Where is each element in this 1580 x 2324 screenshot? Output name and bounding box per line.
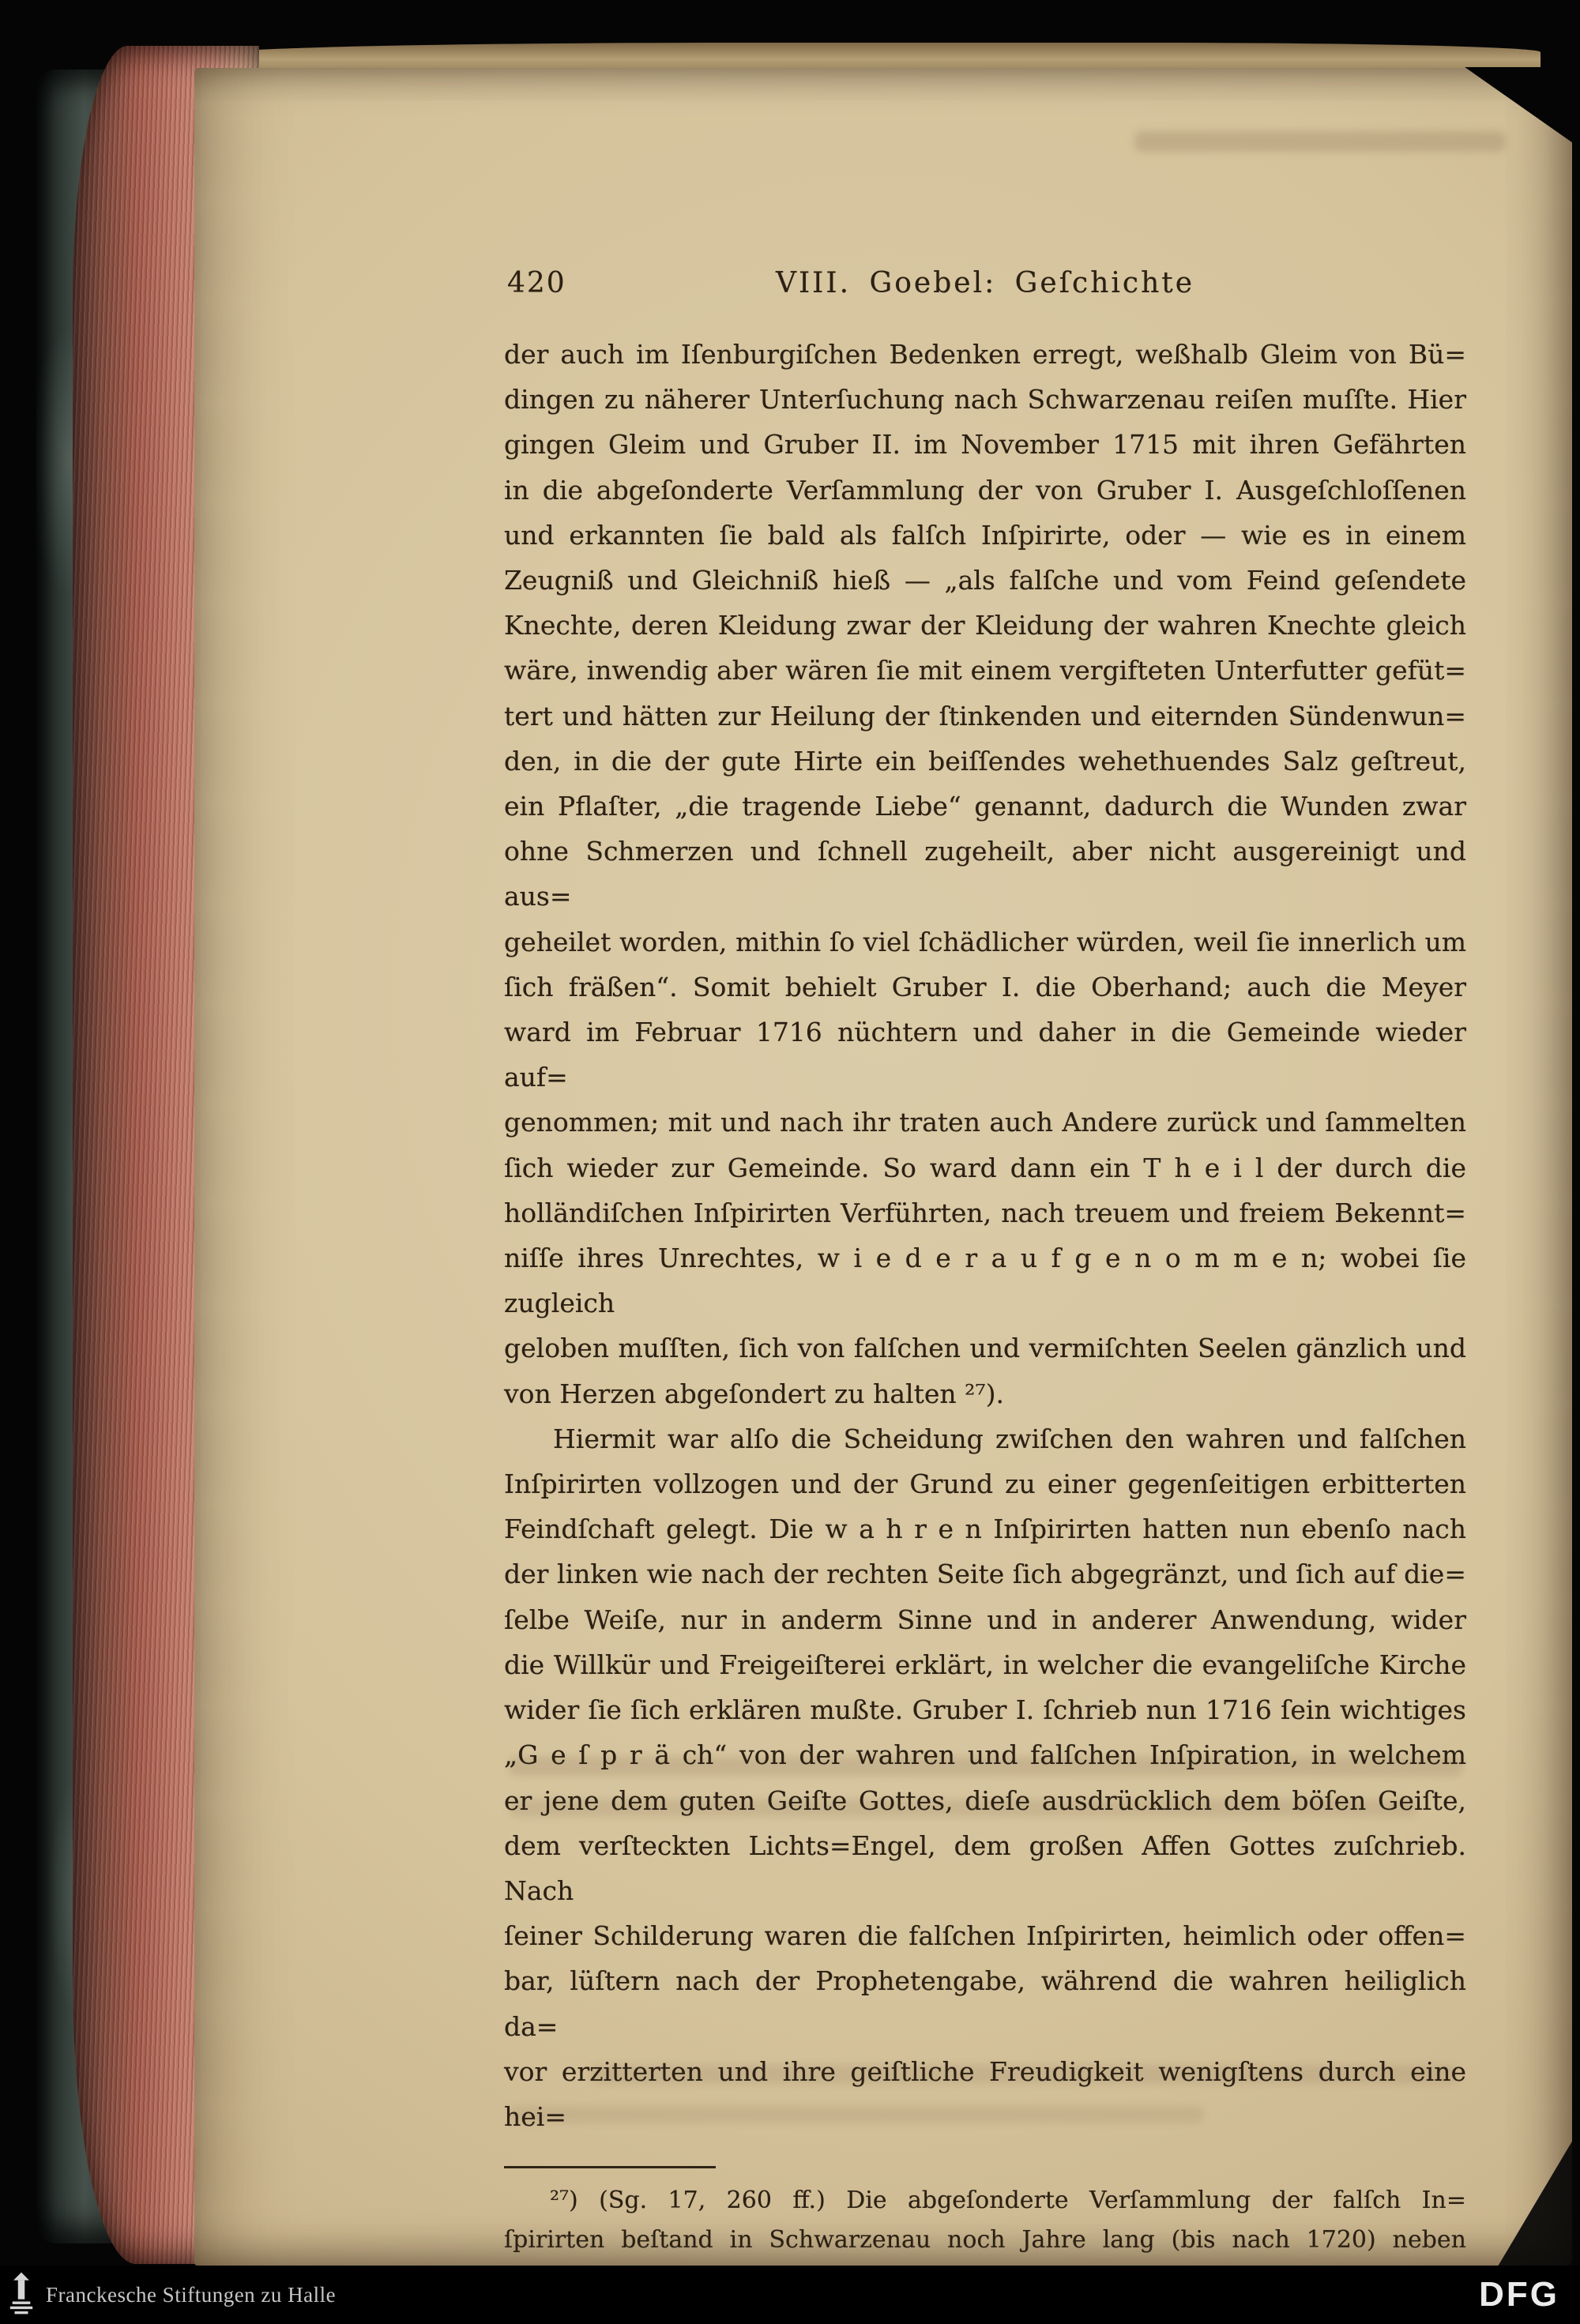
text-line: ein Pflaſter, „die tragende Liebe“ genannt, dadurch die Wunden zwar [504, 791, 1466, 822]
text-line: bar, lüſtern nach der Prophetengabe, während die wahren heiliglich da= [504, 1965, 1466, 2042]
dfg-logo: DFG [1479, 2275, 1559, 2314]
text-line: der auch im Iſenburgiſchen Bedenken erregt, weßhalb Gleim von Bü= [504, 339, 1466, 370]
franckesche-stiftungen-logo-icon [8, 2272, 35, 2318]
text-line: der linken wie nach der rechten Seite ſich abgegränzt, und ſich auf die= [504, 1559, 1466, 1590]
text-line: die Willkür und Freigeiſterei erklärt, in welcher die evangeliſche Kirche [504, 1649, 1466, 1680]
viewer-footer [0, 2266, 1580, 2324]
bleed-through-mark [1134, 131, 1506, 152]
text-block [504, 265, 1466, 2324]
text-line: holländiſchen Inſpirirten Verführten, nach treuem und freiem Bekennt= [504, 1197, 1466, 1228]
text-line: Inſpirirten vollzogen und der Grund zu einer gegenſeitigen erbitterten [504, 1468, 1466, 1500]
page-corner-shadow-bottom-right [1498, 2140, 1573, 2266]
text-line: von Herzen abgeſondert zu halten ²⁷). [504, 1378, 1004, 1409]
running-header: VIII. Goebel: Geſchichte [775, 267, 1195, 299]
text-line: und erkannten ſie bald als falſch Inſpirirte, oder — wie es in einem [504, 519, 1466, 551]
footnote-rule [504, 2166, 716, 2168]
text-line: wider ſie ſich erklären mußte. Gruber I. ſchrieb nun 1716 ſein wichtiges [504, 1694, 1466, 1726]
text-line: wäre, inwendig aber wären ſie mit einem vergifteten Unterfutter gefüt= [504, 655, 1466, 686]
text-line: ſpirirten beſtand in Schwarzenau noch Jahre lang (bis nach 1720) neben [504, 2226, 1466, 2254]
text-line: vor erzitterten und ihre geiſtliche Freudigkeit wenigſtens durch eine hei= [504, 2055, 1466, 2132]
text-line: ward im Februar 1716 nüchtern und daher in die Gemeinde wieder auf= [504, 1017, 1466, 1093]
institution-name: Franckesche Stiftungen zu Halle [46, 2282, 337, 2307]
page-number: 420 [507, 267, 566, 299]
book-page [194, 68, 1572, 2266]
text-line: ſelbe Weiſe, nur in anderm Sinne und in anderer Anwendung, wider [504, 1604, 1466, 1635]
page-header [504, 265, 1466, 306]
text-line: er jene dem guten Geiſte Gottes, dieſe ausdrücklich dem böſen Geiſte, [504, 1784, 1466, 1816]
text-line: „G e ſ p r ä ch“ von der wahren und falſchen Inſpiration, in welchem [504, 1739, 1466, 1771]
text-line: ²⁷) (Sg. 17, 260 ff.) Die abgeſonderte Verſammlung der falſch In= [550, 2187, 1466, 2215]
text-line: geheilet worden, mithin ſo viel ſchädlicher würden, weil ſie innerlich um [504, 926, 1466, 957]
text-line: ſeiner Schilderung waren die falſchen Inſpirirten, heimlich oder offen= [504, 1920, 1466, 1952]
text-line: Knechte, deren Kleidung zwar der Kleidung der wahren Knechte gleich [504, 610, 1466, 641]
paragraph-1 [504, 332, 1466, 1416]
text-line: dingen zu näherer Unterſuchung nach Schwarzenau reiſen muſſte. Hier [504, 384, 1466, 416]
text-line: ſich wieder zur Gemeinde. So ward dann ein T h e i l der durch die [504, 1152, 1466, 1183]
text-line: genommen; mit und nach ihr traten auch Andere zurück und ſammelten [504, 1107, 1466, 1138]
text-line: Zeugniß und Gleichniß hieß — „als falſche und vom Feind geſendete [504, 565, 1466, 596]
text-line: ohne Schmerzen und ſchnell zugeheilt, aber nicht ausgereinigt und aus= [504, 836, 1466, 912]
text-line: tert und hätten zur Heilung der ſtinkenden und eiternden Sündenwun= [504, 700, 1466, 731]
text-line: geloben muſſten, ſich von falſchen und vermiſchten Seelen gänzlich und [504, 1333, 1466, 1364]
text-line: niſſe ihres Unrechtes, w i e d e r a u f g e n o m m e n; wobei ſie zugleich [504, 1243, 1466, 1319]
text-line: den, in die der gute Hirte ein beiſſendes wehethuendes Salz geſtreut, [504, 745, 1466, 777]
text-line: in die abgeſonderte Verſammlung der von Gruber I. Ausgeſchloſſenen [504, 474, 1466, 506]
text-line: Hiermit war alſo die Scheidung zwiſchen den wahren und falſchen [553, 1423, 1466, 1454]
text-line: gingen Gleim und Gruber II. im November 1715 mit ihren Gefährten [504, 429, 1466, 461]
text-line: ſich fräßen“. Somit behielt Gruber I. die Oberhand; auch die Meyer [504, 971, 1466, 1002]
paragraph-2 [504, 1416, 1466, 2139]
institution-watermark [0, 2272, 336, 2318]
text-line: dem verſteckten Lichts=Engel, dem großen Affen Gottes zuſchrieb. Nach [504, 1829, 1466, 1906]
text-line: Feindſchaft gelegt. Die w a h r e n Inſpirirten hatten nun ebenſo nach [504, 1514, 1466, 1545]
